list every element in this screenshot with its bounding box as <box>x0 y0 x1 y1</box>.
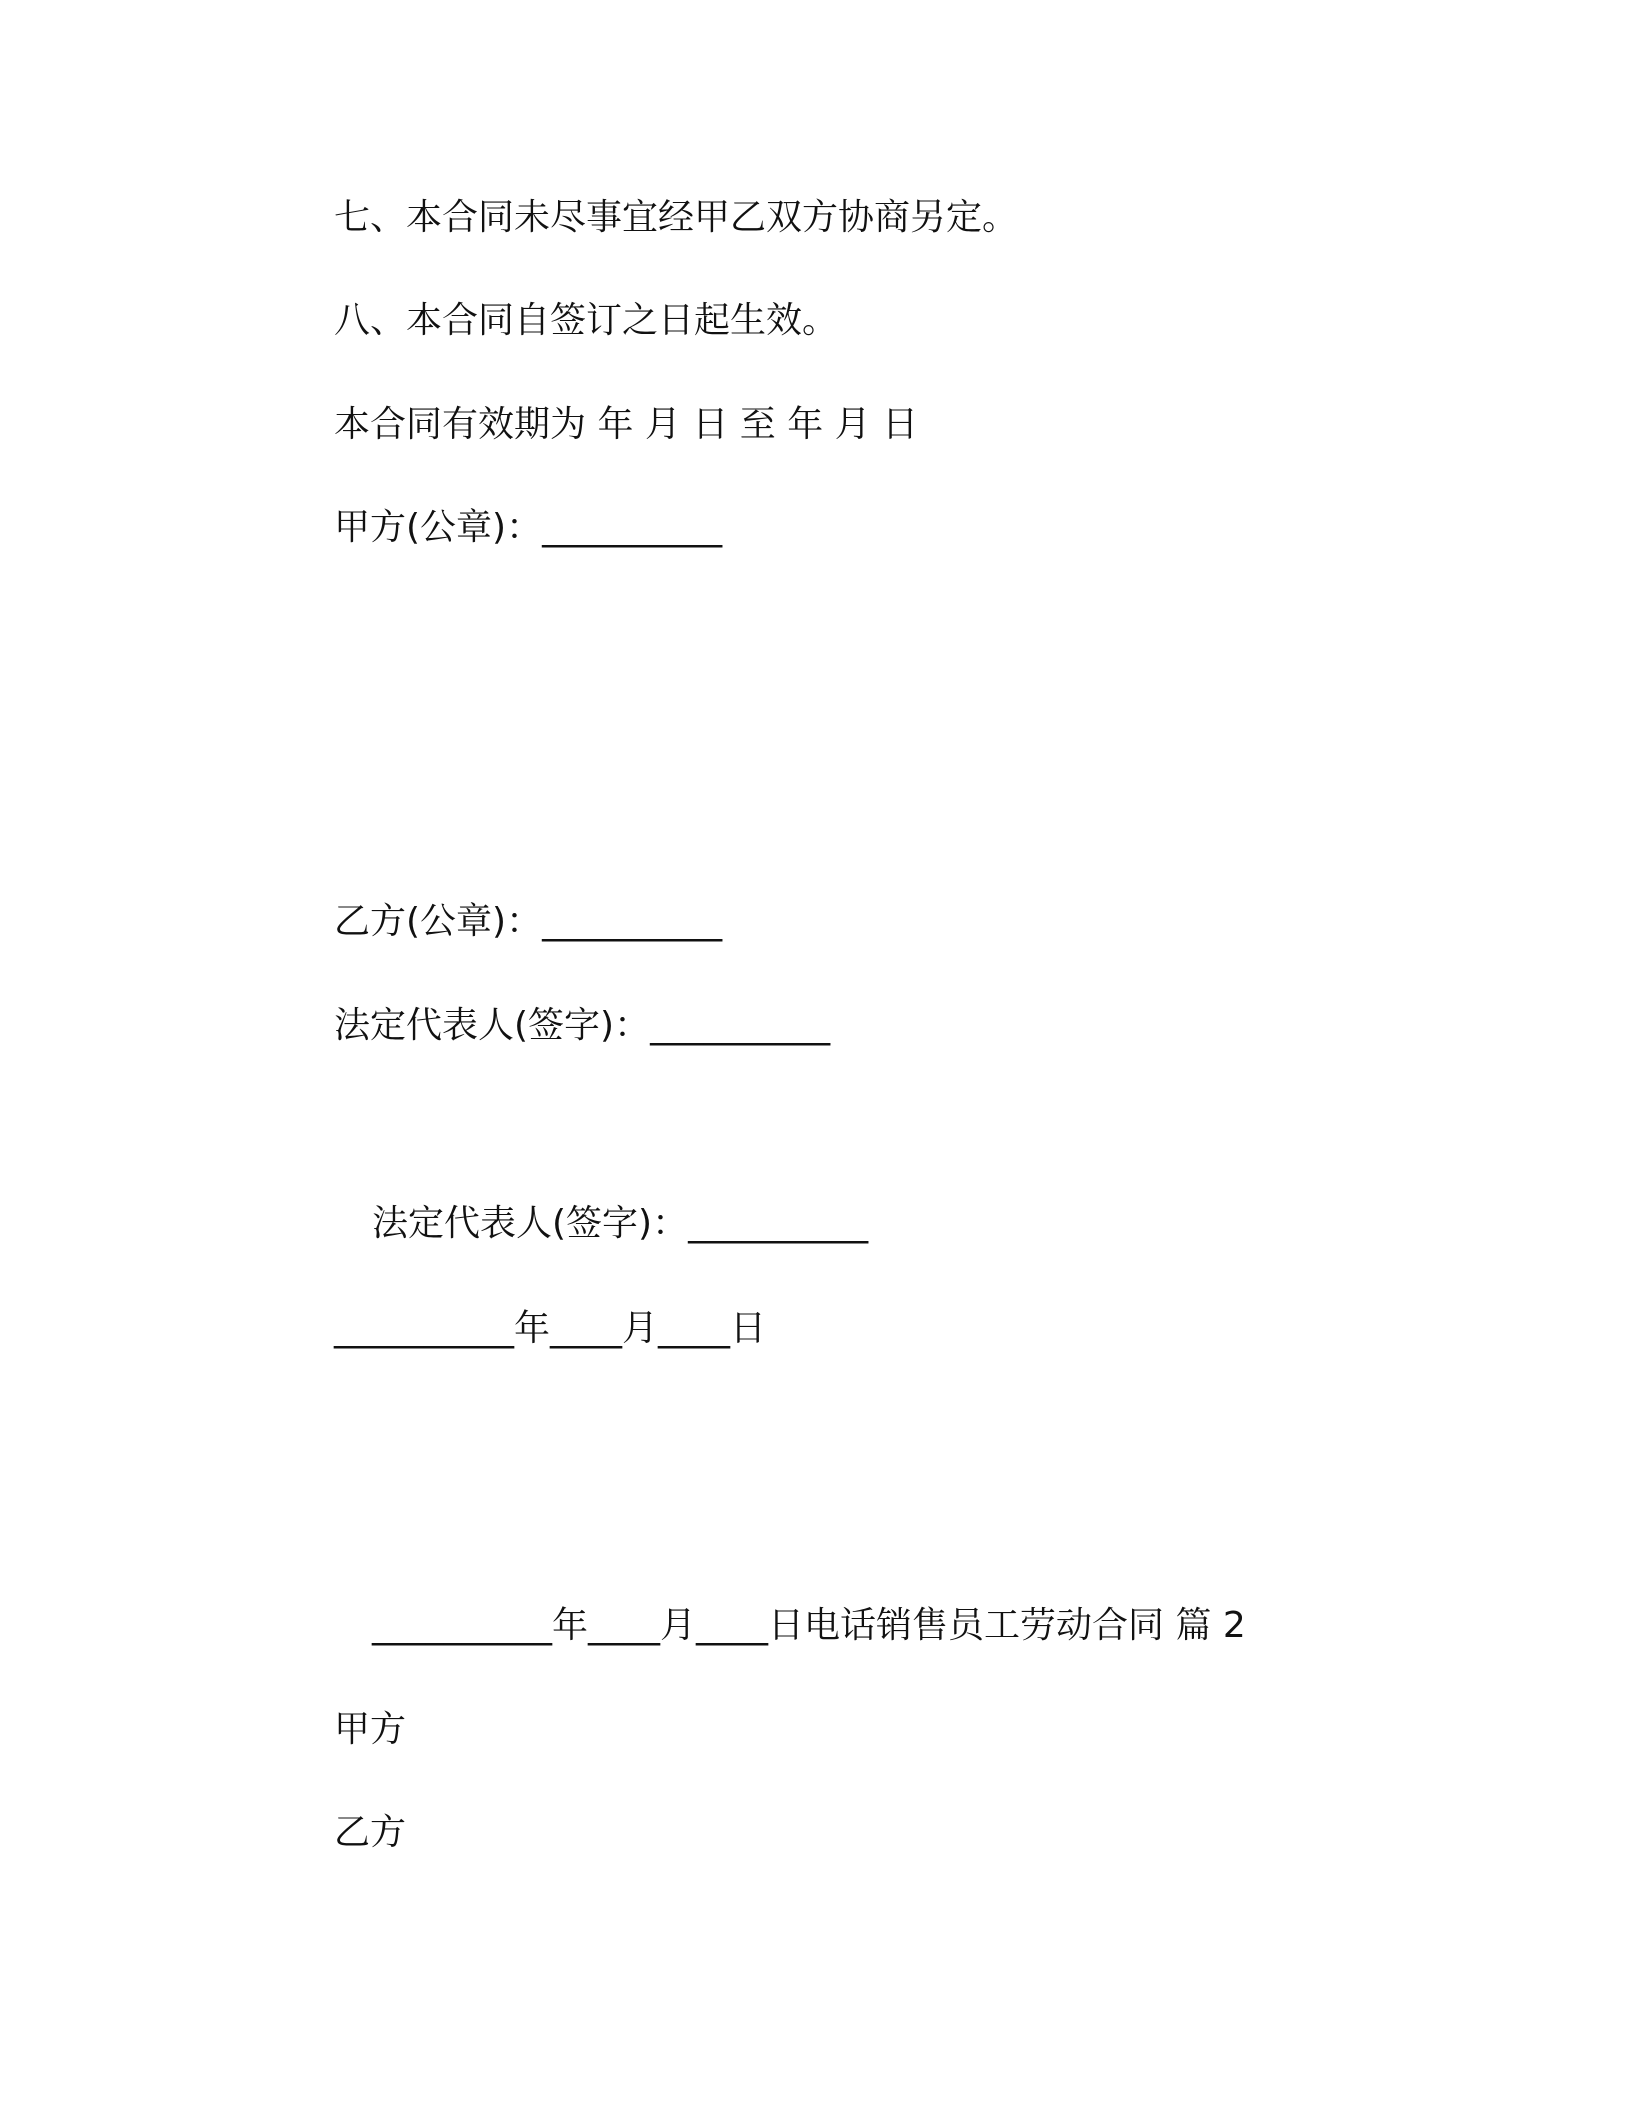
clause-8-text: 八、本合同自签订之日起生效。 <box>334 300 839 341</box>
validity-period-text: 本合同有效期为 年 月 日 至 年 月 日 <box>334 404 919 445</box>
clause-7-text: 七、本合同未尽事宜经甲乙双方协商另定。 <box>334 197 1019 238</box>
date-line: __________年____月____日 <box>334 1308 766 1349</box>
party-b-seal-line: 乙方(公章)：__________ <box>334 901 723 942</box>
party-a-label: 甲方 <box>334 1709 407 1750</box>
party-b-label: 乙方 <box>334 1812 407 1853</box>
legal-rep-signature-line: 法定代表人(签字)：__________ <box>334 1005 831 1046</box>
party-a-seal-line: 甲方(公章)：__________ <box>334 507 723 548</box>
date-line-with-next-title: __________年____月____日电话销售员工劳动合同 篇 2 <box>372 1605 1246 1646</box>
legal-rep-signature-line-indented: 法定代表人(签字)：__________ <box>372 1203 869 1244</box>
